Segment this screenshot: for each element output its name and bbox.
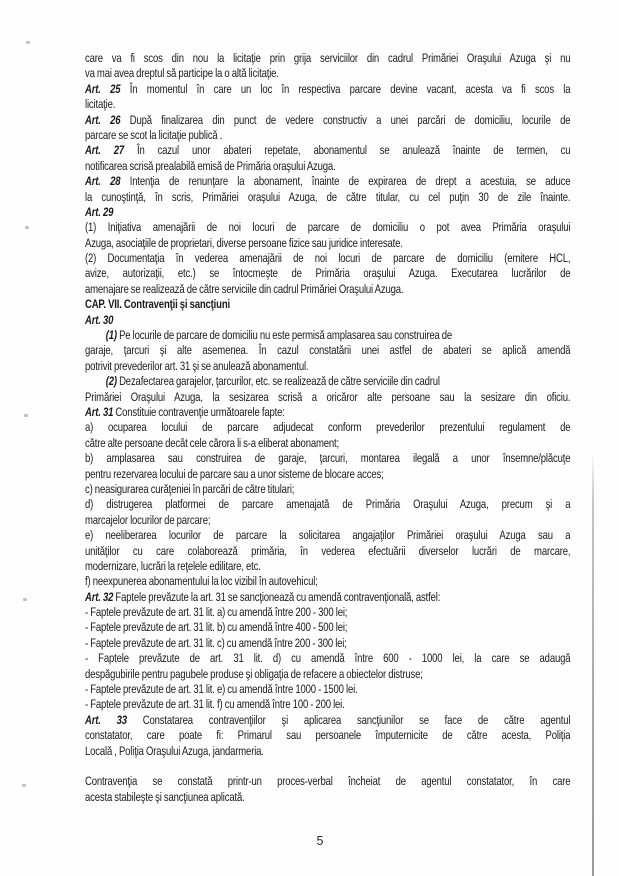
text-line: Art. 31 Constituie contravenţie următoarele fapte: — [85, 404, 285, 419]
text-line: notificarea scrisă prealabilă emisă de Primăria oraşului Azuga. — [85, 158, 336, 173]
scan-speck — [23, 598, 27, 601]
text-line: amenajare se realizează de către serviciile din cadrul Primăriei Oraşului Azuga. — [85, 281, 404, 296]
text-line: - Faptele prevăzute de art. 31 lit. f) cu amendă între 100 - 200 lei. — [85, 697, 345, 712]
text-line: - Faptele prevăzute de art. 31 lit. d) cu amendă între 600 - 1000 lei, la care se adaugă — [85, 651, 571, 666]
text-line: - Faptele prevăzute de art. 31 lit. a) cu amendă între 200 - 300 lei; — [85, 605, 348, 620]
document-text-block — [85, 51, 570, 805]
text-line — [85, 313, 570, 328]
text-line: (1) Iniţiativa amenajării de noi locuri de parcare de domiciliu o pot avea Primăria oraşului — [85, 220, 571, 235]
text-line: parcare se scot la licitaţie publică . — [85, 127, 223, 142]
text-line: Art. 26 După finalizarea din punct de vedere constructiv a unei parcări de domiciliu, locurile de — [85, 112, 571, 127]
text-line: modernizare, lucrări la reţelele edilitare, etc. — [85, 558, 261, 573]
text-line: c) neasigurarea curăţeniei în parcări de către titulari; — [85, 481, 295, 496]
article-label: Art. 27 — [85, 143, 137, 158]
text-line: pentru rezervarea locului de parcare sau a unor sisteme de blocare acces; — [85, 466, 384, 481]
text-line: f) neexpunerea abonamentului la loc vizibil în autovehicul; — [85, 574, 318, 589]
text-line: Locală , Poliţia Oraşului Azuga, jandarmeria. — [85, 743, 264, 758]
text-line: Primăriei Oraşului Azuga, la sesizarea scrisă a oricăror alte persoane sau la sesizare din oficiu. — [85, 389, 571, 404]
text-line: - Faptele prevăzute de art. 31 lit. e) cu amendă între 1000 - 1500 lei. — [85, 682, 358, 697]
text-line: e) neeliberarea locurilor de parcare la solicitarea angajaţilor Primăriei oraşului Azuga sau a — [85, 528, 571, 543]
text-line: potrivit prevederilor art. 31 şi se anulează abonamentul. — [85, 358, 309, 373]
text-line: la cunoştinţă, în scris, Primăriei oraşului Azuga, de către titular, cu cel puţin 30 de zile înainte. — [85, 189, 571, 204]
text-line: unităţilor cu care colaborează primăria, în vederea efectuării diverselor lucrări de marcare, — [85, 543, 571, 558]
article-label: Art. 30 — [85, 312, 114, 327]
article-label: Art. 32 — [85, 589, 116, 604]
scan-speck — [24, 414, 28, 417]
scan-speck — [26, 41, 30, 44]
text-line: Azuga, asociaţiile de proprietari, diverse persoane fizice sau juridice interesate. — [85, 235, 403, 250]
scan-speck — [22, 784, 26, 787]
text-line: d) distrugerea platformei de parcare amenajată de Primăria Oraşului Azuga, precum şi a — [85, 497, 571, 512]
article-label: Art. 31 — [85, 404, 116, 419]
text-line — [85, 205, 570, 220]
text-line: a) ocuparea locului de parcare adjudecat conform prevederilor prezentului regulament de — [85, 420, 571, 435]
text-line: acesta stabileşte şi sancţiunea aplicată. — [85, 789, 245, 804]
text-line: va mai avea dreptul să participe la o altă licitaţie. — [85, 66, 279, 81]
article-label: Art. 25 — [85, 81, 130, 96]
scan-speck — [25, 226, 29, 229]
text-line: Art. 32 Faptele prevăzute la art. 31 se sancţionează cu amendă contravenţională, astfel: — [85, 589, 441, 604]
text-line: Contravenţia se constată printr-un proces-verbal încheiat de agentul constatator, în care — [85, 774, 571, 789]
text-line: care va fi scos din nou la licitaţie prin grija serviciilor din cadrul Primăriei Oraşului Azuga şi nu — [85, 51, 571, 65]
text-line: - Faptele prevăzute de art. 31 lit. c) cu amendă între 200 - 300 lei; — [85, 635, 347, 650]
text-line: (1) Pe locurile de parcare de domiciliu nu este permisă amplasarea sau construirea de — [105, 328, 453, 343]
article-label: Art. 26 — [85, 112, 130, 127]
scan-edge-line — [592, 452, 594, 876]
text-line: b) amplasarea sau construirea de garaje, ţarcuri, montarea ilegală a unor însemne/plăcuţe — [85, 451, 571, 466]
text-line: (2) Documentaţia în vederea amenajării de noi locuri de parcare de domiciliu (emitere HCL, — [85, 251, 571, 266]
page-number: 5 — [316, 834, 324, 848]
article-label: (1) — [105, 328, 120, 343]
text-line: marcajelor locurilor de parcare; — [85, 512, 211, 527]
text-line: garaje, ţarcuri şi alte asemenea. În cazul constatării unei astfel de abateri se aplică amendă — [85, 343, 571, 358]
blank-line — [85, 759, 570, 774]
article-label: Art. 29 — [85, 204, 114, 219]
text-line: (2) Dezafectarea garajelor, ţarcurilor, etc. se realizează de către serviciile din cadrul — [105, 374, 440, 389]
article-label: Art. 33 — [85, 712, 143, 727]
text-line: avize, autorizaţii, etc.) se întocmeşte de Primăria oraşului Azuga. Executarea lucrărilor de — [85, 266, 571, 281]
text-line: licitaţie. — [85, 97, 116, 112]
text-line: CAP. VII. Contravenţii şi sancţiuni — [85, 297, 230, 312]
text-line: constatator, care poate fi: Primarul sau persoanele împuternicite de către acesta, Poliţia — [85, 728, 571, 743]
text-line: Art. 27 În cazul unor abateri repetate, abonamentul se anulează înainte de termen, cu — [85, 143, 571, 158]
article-label: Art. 28 — [85, 174, 130, 189]
text-line: Art. 33 Constatarea contravenţiilor şi aplicarea sancţiunilor se face de către agentul — [85, 712, 571, 727]
text-line: către alte persoane decât cele cărora li s-a eliberat abonament; — [85, 435, 340, 450]
text-line: Art. 25 În momentul în care un loc în respectiva parcare devine vacant, acesta va fi scos la — [85, 81, 571, 96]
text-line: despăgubirile pentru pagubele produse şi obligaţia de refacere a obiectelor distruse; — [85, 666, 423, 681]
text-line: Art. 28 Intenţia de renunţare la abonament, înainte de expirarea de drept a acestuia, se aduce — [85, 174, 571, 189]
text-line: - Faptele prevăzute de art. 31 lit. b) cu amendă între 400 - 500 lei; — [85, 620, 348, 635]
article-label: (2) — [105, 374, 120, 389]
